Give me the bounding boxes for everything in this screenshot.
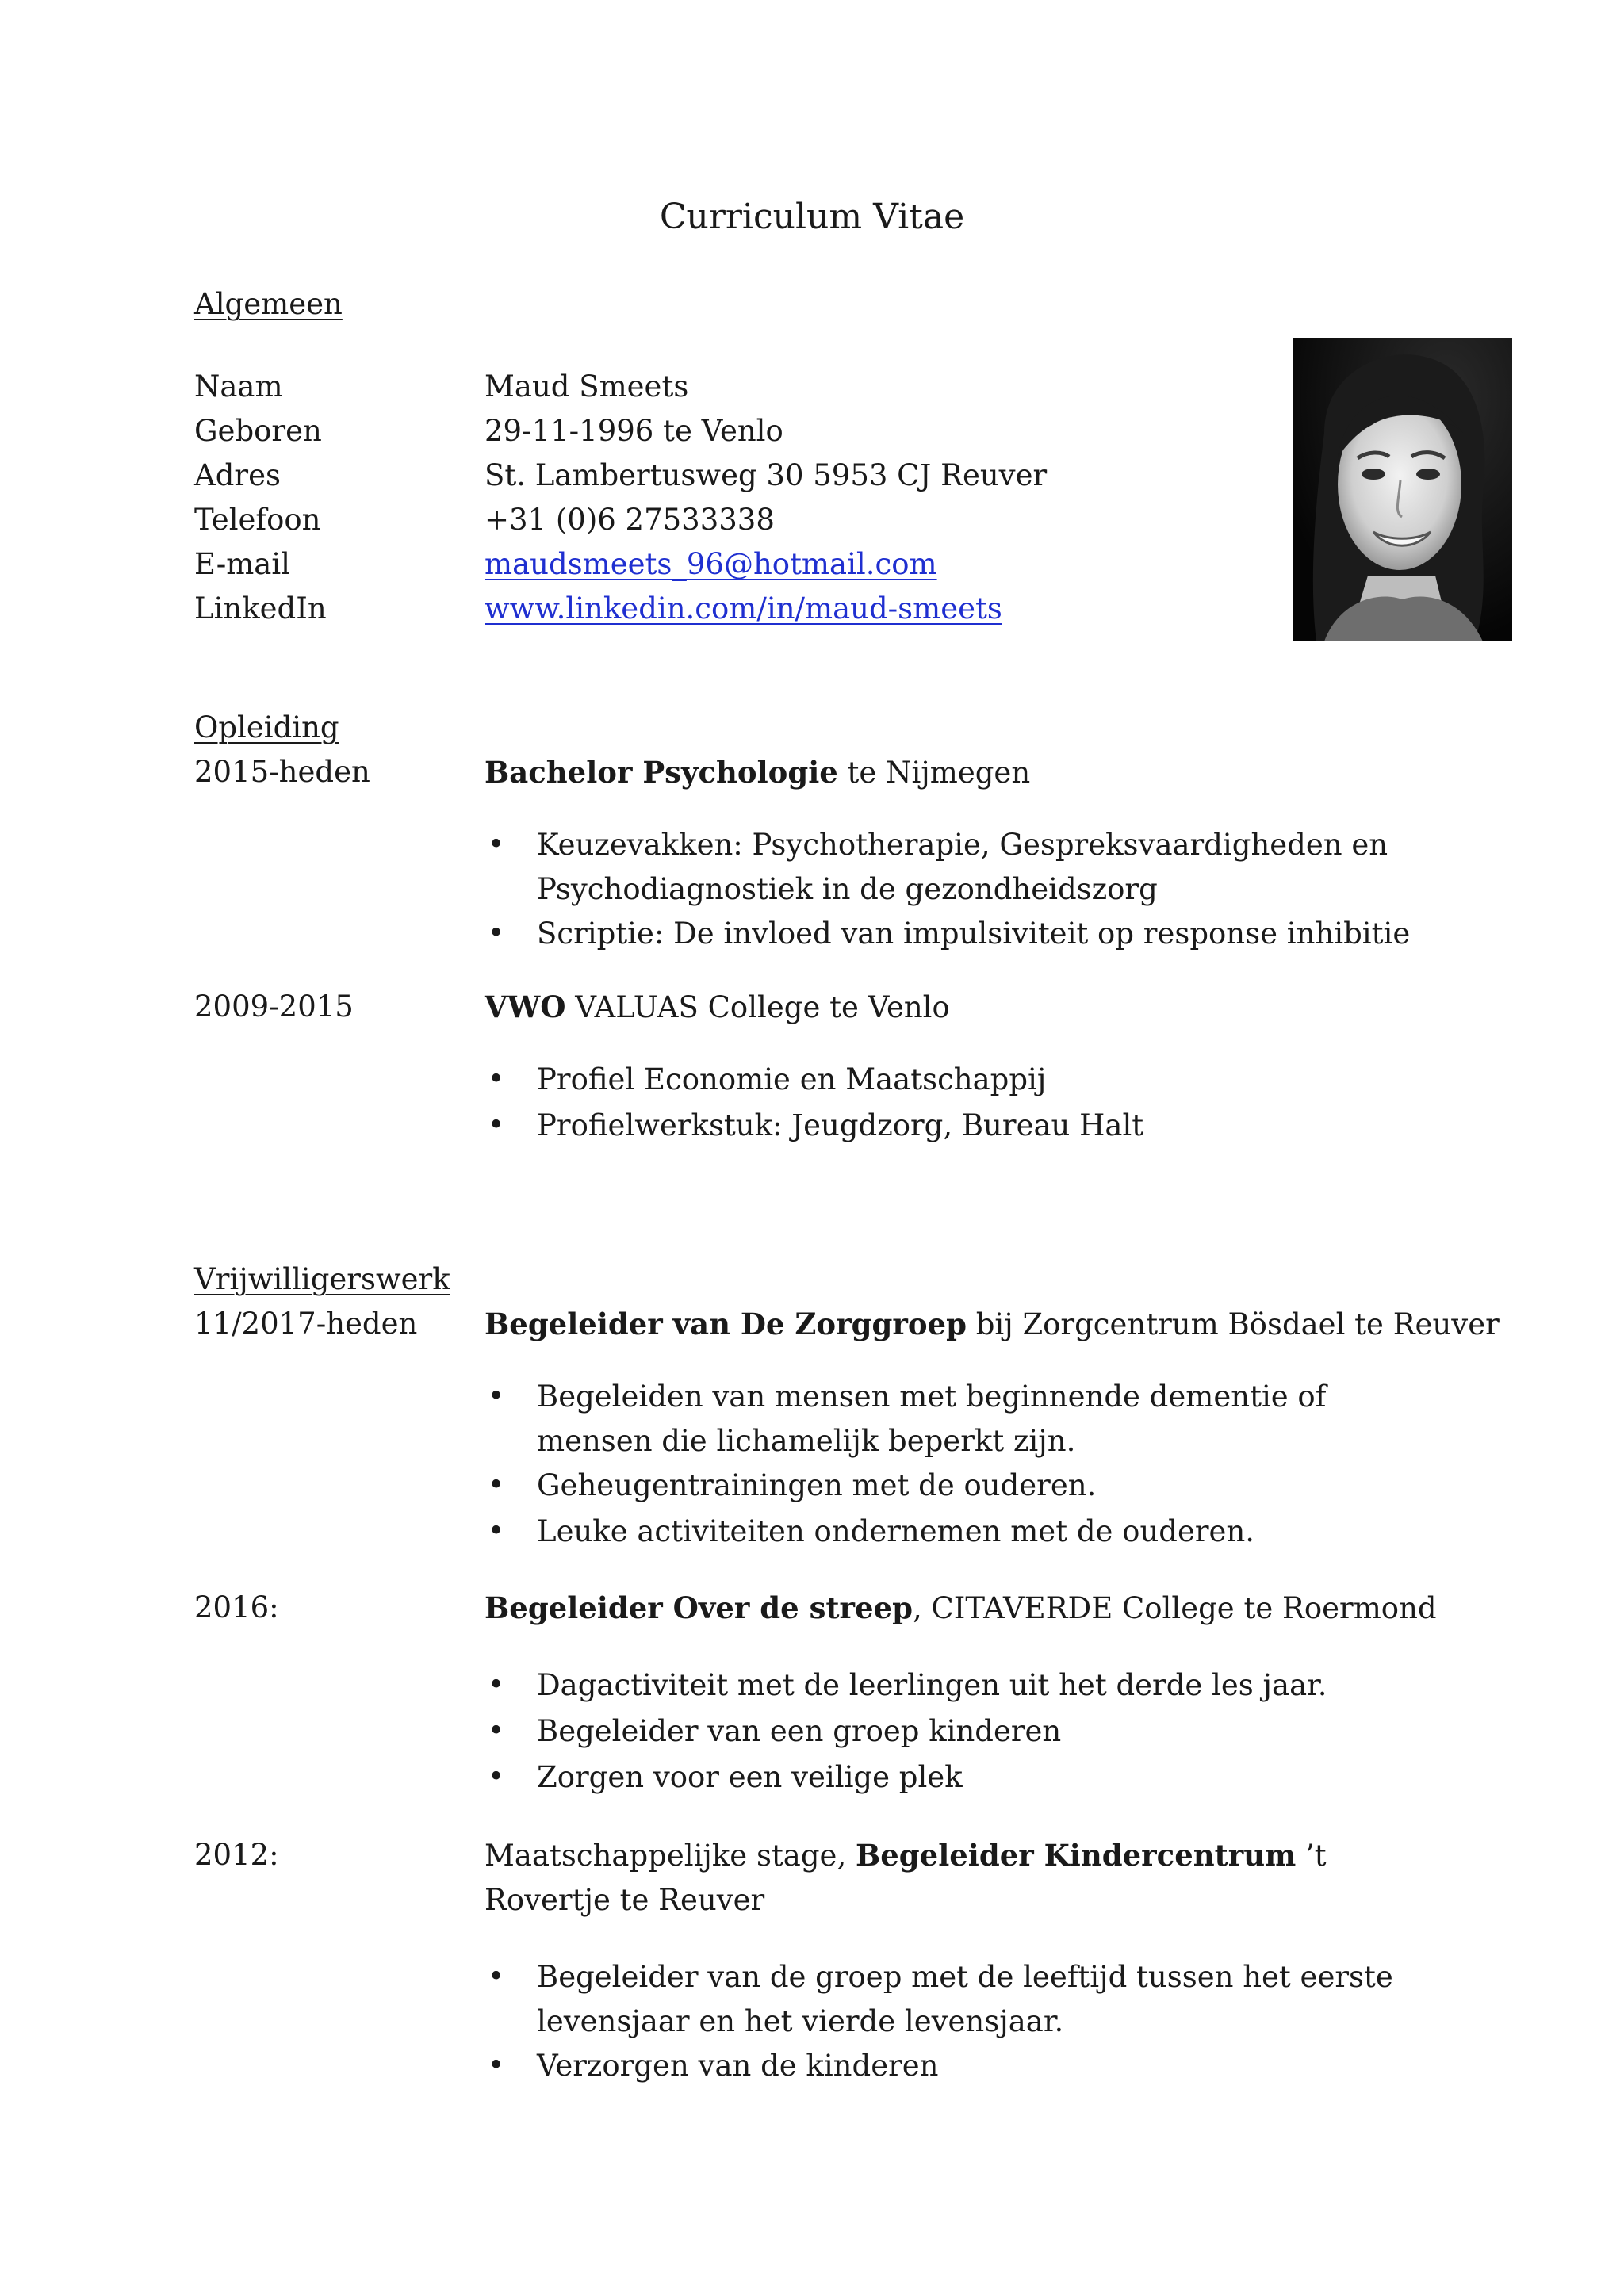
list-item-text: Geheugentrainingen met de ouderen. (537, 1468, 1097, 1502)
list-item (485, 1955, 1428, 2044)
entry-title-bold: VWO (485, 989, 566, 1024)
bullet-icon: • (488, 1380, 505, 1413)
label-adres: Adres (194, 458, 281, 492)
section-heading-algemeen: Algemeen (194, 287, 343, 321)
list-item (485, 823, 1428, 912)
section-heading-vrijwilligerswerk: Vrijwilligerswerk (194, 1262, 450, 1296)
bullet-icon: • (488, 1469, 505, 1502)
list-item (485, 912, 1428, 956)
page-title: Curriculum Vitae (659, 197, 965, 237)
entry-title-bold: Begeleider Kindercentrum (855, 1838, 1297, 1873)
list-item-text: Leuke activiteiten ondernemen met de ouderen. (537, 1514, 1255, 1548)
period-kindercentrum: 2012: (194, 1838, 279, 1872)
list-item-text: Profiel Economie en Maatschappij (537, 1062, 1047, 1096)
bullet-icon: • (488, 1961, 505, 1993)
list-item-text: Keuzevakken: Psychotherapie, Gespreksvaardigheden en Psychodiagnostiek in de gezondheidszorg (537, 828, 1388, 906)
period-bachelor: 2015-heden (194, 755, 370, 789)
bullet-icon: • (488, 917, 505, 950)
bullet-icon: • (488, 1715, 505, 1747)
entry-title-bachelor (485, 750, 1030, 795)
list-item (485, 2044, 1428, 2088)
entry-title-rest: te Nijmegen (837, 756, 1031, 790)
section-heading-opleiding: Opleiding (194, 710, 339, 744)
value-adres: St. Lambertusweg 30 5953 CJ Reuver (485, 458, 1048, 492)
entry-title-rest: ’t Rovertje te Reuver (485, 1839, 1327, 1917)
list-item-text: Dagactiviteit met de leerlingen uit het derde les jaar. (537, 1668, 1327, 1702)
list-item-text: Begeleiden van mensen met beginnende dementie of mensen die lichamelijk beperkt zijn. (537, 1380, 1327, 1458)
entry-title-bold: Bachelor Psychologie (485, 755, 838, 790)
entry-title-zorggroep (485, 1302, 1500, 1347)
value-telefoon: +31 (0)6 27533338 (485, 503, 775, 537)
period-zorggroep: 11/2017-heden (194, 1307, 418, 1341)
bullet-icon: • (488, 1761, 505, 1793)
bullet-icon: • (488, 2049, 505, 2082)
list-item (485, 1709, 1428, 1754)
bullet-icon: • (488, 1109, 505, 1142)
entry-title-kindercentrum (485, 1833, 1428, 1923)
entry-title-bold: Begeleider van De Zorggroep (485, 1307, 967, 1341)
list-item (485, 1464, 1428, 1508)
list-item (485, 1755, 1428, 1800)
profile-photo (1293, 338, 1512, 641)
entry-title-rest: VALUAS College te Venlo (565, 990, 950, 1024)
list-item-text: Begeleider van een groep kinderen (537, 1714, 1062, 1748)
label-geboren: Geboren (194, 414, 322, 448)
value-geboren: 29-11-1996 te Venlo (485, 414, 783, 448)
entry-title-bold: Begeleider Over de streep (485, 1590, 913, 1625)
period-over-de-streep: 2016: (194, 1590, 279, 1624)
list-item (485, 1375, 1428, 1464)
entry-title-rest: , CITAVERDE College te Roermond (912, 1591, 1437, 1625)
list-item-text: Profielwerkstuk: Jeugdzorg, Bureau Halt (537, 1108, 1144, 1142)
label-email: E-mail (194, 547, 291, 581)
bullet-icon: • (488, 828, 505, 861)
entry-title-over-de-streep (485, 1586, 1437, 1631)
label-naam: Naam (194, 369, 283, 404)
bullet-icon: • (488, 1063, 505, 1096)
email-link[interactable]: maudsmeets_96@hotmail.com (485, 547, 937, 581)
list-item-text: Zorgen voor een veilige plek (537, 1760, 963, 1794)
bullet-icon: • (488, 1515, 505, 1548)
portrait-image (1293, 338, 1512, 641)
entry-title-vwo (485, 985, 950, 1030)
list-item (485, 1510, 1428, 1554)
label-linkedin: LinkedIn (194, 591, 327, 626)
list-item (485, 1058, 1428, 1102)
list-item-text: Begeleider van de groep met de leeftijd tussen het eerste levensjaar en het vierde levensjaar. (537, 1960, 1393, 2038)
linkedin-link[interactable]: www.linkedin.com/in/maud-smeets (485, 591, 1002, 626)
list-item (485, 1663, 1428, 1708)
list-item-text: Verzorgen van de kinderen (537, 2049, 939, 2083)
list-item-text: Scriptie: De invloed van impulsiviteit op response inhibitie (537, 916, 1411, 951)
entry-title-pre: Maatschappelijke stage, (485, 1839, 856, 1873)
bullet-icon: • (488, 1669, 505, 1701)
list-item (485, 1104, 1428, 1148)
label-telefoon: Telefoon (194, 503, 321, 537)
value-naam: Maud Smeets (485, 369, 689, 404)
period-vwo: 2009-2015 (194, 989, 354, 1024)
entry-title-rest: bij Zorgcentrum Bösdael te Reuver (966, 1307, 1500, 1341)
